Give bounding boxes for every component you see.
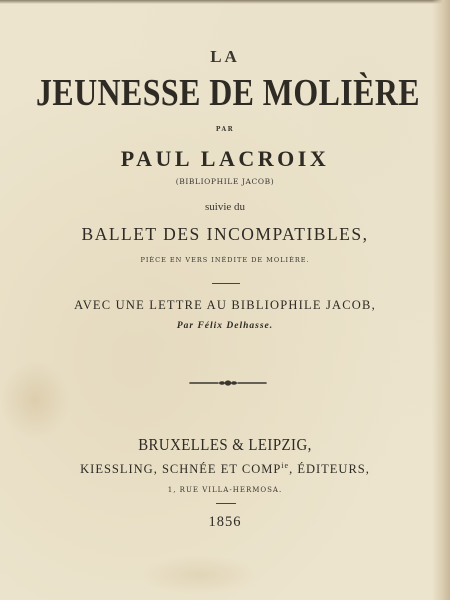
year-divider bbox=[216, 503, 236, 504]
author-pseudonym: (BIBLIOPHILE JACOB) bbox=[175, 177, 275, 186]
publication-cities: BRUXELLES & LEIPZIG, bbox=[138, 435, 312, 454]
section-divider bbox=[212, 283, 240, 284]
title-article: LA bbox=[210, 47, 240, 66]
ornament-rule-icon bbox=[188, 378, 268, 388]
ballet-title: BALLET DES INCOMPATIBLES, bbox=[81, 224, 369, 244]
author-name: PAUL LACROIX bbox=[120, 146, 330, 171]
publication-year: 1856 bbox=[208, 514, 242, 530]
publisher-name: KIESSLING, SCHNÉE ET COMP bbox=[80, 462, 282, 477]
publisher-superscript: ie bbox=[281, 461, 290, 470]
by-line-label: PAR bbox=[215, 126, 235, 133]
followed-by-label: suivie du bbox=[204, 201, 246, 213]
book-title: JEUNESSE DE MOLIÈRE bbox=[36, 72, 421, 114]
paper-stain bbox=[140, 555, 260, 595]
publisher-address: 1, RUE VILLA-HERMOSA. bbox=[167, 486, 283, 494]
page-top-edge bbox=[0, 0, 450, 4]
piece-note: PIÈCE EN VERS INÉDITE DE MOLIÈRE. bbox=[140, 256, 310, 264]
publisher-role: , ÉDITEURS, bbox=[289, 462, 370, 477]
paper-stain bbox=[0, 360, 70, 440]
letter-line: AVEC UNE LETTRE AU BIBLIOPHILE JACOB, bbox=[74, 298, 376, 312]
publisher bbox=[0, 461, 450, 477]
letter-author: Par Félix Delhasse. bbox=[176, 321, 274, 331]
